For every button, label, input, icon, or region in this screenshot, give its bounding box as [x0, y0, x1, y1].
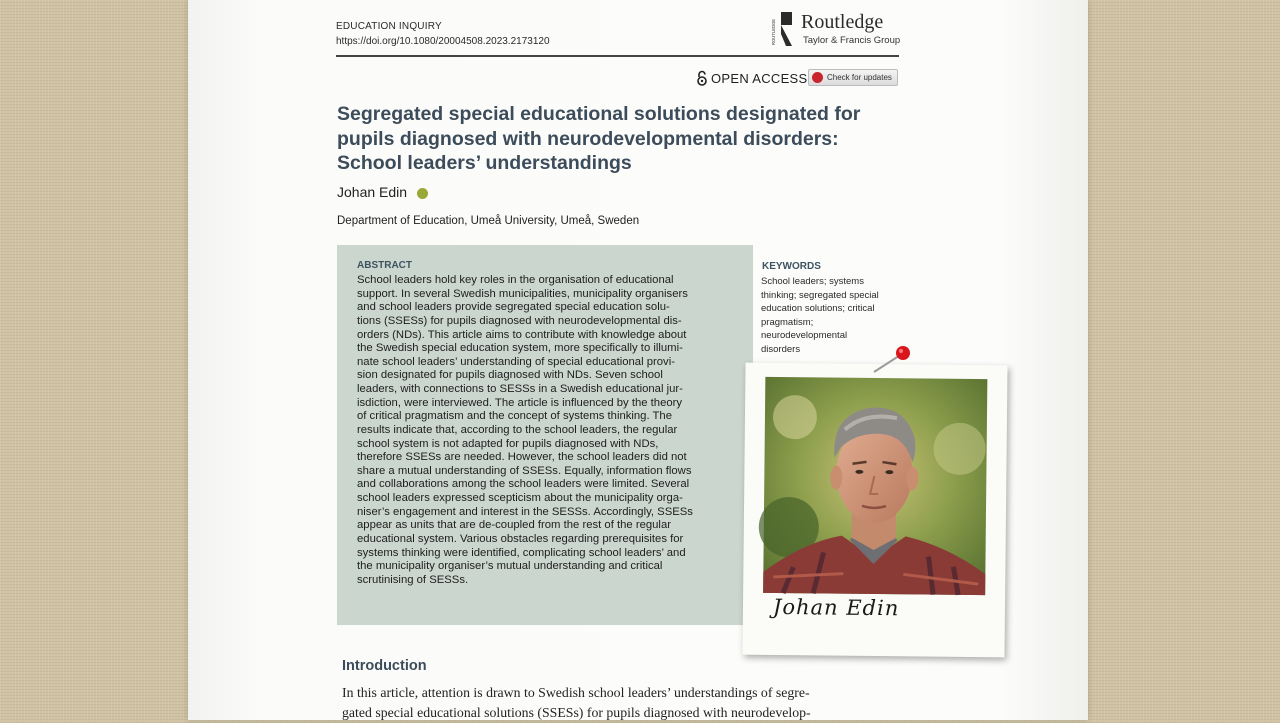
author-name[interactable]: Johan Edin [337, 184, 408, 200]
abstract-line: and collaborations among the school leaders were limited. Several [357, 478, 690, 491]
keywords-heading: KEYWORDS [762, 261, 821, 272]
author-portrait-image [763, 377, 987, 595]
abstract-line: nate school leaders’ understanding of special educational provi- [357, 355, 675, 368]
crossmark-icon [812, 72, 823, 83]
abstract-line: leaders, with connections to SESSs in a Swedish educational jur- [357, 383, 683, 395]
abstract-body [357, 274, 735, 587]
abstract-line: the Swedish special education system, more specifically to illumi- [357, 342, 683, 355]
keyword-line: disorders [761, 343, 801, 355]
abstract-line: niser’s engagement and interest in the SESSs. Accordingly, SSESs [357, 505, 693, 518]
keyword-line: pragmatism; [761, 316, 814, 328]
abstract-line: results indicate that, according to the school leaders, the regular [357, 423, 678, 436]
abstract-line: of critical pragmatism and the concept of systems thinking. The [357, 410, 672, 423]
keyword-line: neurodevelopmental [761, 330, 848, 341]
orcid-icon[interactable] [417, 188, 428, 199]
check-for-updates-label: Check for updates [827, 73, 892, 82]
abstract-line: appear as units that are de-coupled from the rest of the regular [357, 519, 671, 532]
routledge-logo-icon [772, 10, 794, 48]
abstract-line: and school leaders provide segregated special education solu- [357, 301, 670, 314]
abstract-line: support. In several Swedish municipalities, municipality organisers [357, 287, 688, 300]
keyword-line: thinking; segregated special [761, 289, 879, 301]
abstract-line: School leaders hold key roles in the organisation of educational [357, 274, 674, 286]
abstract-line: isdiction, were interviewed. The article is influenced by the theory [357, 396, 683, 409]
abstract-line: tions (SSESs) for pupils diagnosed with neurodevelopmental dis- [357, 314, 682, 327]
abstract-line: orders (NDs). This article aims to contribute with knowledge about [357, 328, 687, 341]
abstract-heading: ABSTRACT [357, 260, 412, 271]
logo-mark-text: ROUTLEDGE [771, 18, 776, 45]
signature: Johan Edin [772, 594, 900, 621]
check-for-updates-button[interactable] [808, 69, 898, 86]
abstract-line: scrutinising of SESSs. [357, 573, 469, 586]
abstract-line: share a mutual understanding of SSESs. Equally, information flows [357, 464, 692, 477]
title-line: pupils diagnosed with neurodevelopmental disorders: [337, 127, 839, 150]
abstract-line: school system is not adapted for pupils diagnosed with NDs, [357, 437, 659, 450]
header-divider [336, 55, 899, 57]
abstract-line: systems thinking were identified, complicating school leaders’ and [357, 546, 686, 559]
push-pin-icon [868, 344, 918, 378]
abstract-line: sion designated for pupils diagnosed with NDs. Seven school [357, 369, 663, 382]
intro-line: gated special educational solutions (SSESs) for pupils diagnosed with neurodevelop- [342, 705, 811, 720]
polaroid-photo [742, 363, 1007, 658]
abstract-line: the municipality organiser’s mutual understanding and critical [357, 560, 663, 573]
keyword-line: School leaders; systems [761, 276, 864, 287]
article-title [337, 102, 897, 176]
intro-line: In this article, attention is drawn to Swedish school leaders’ understandings of segre- [342, 685, 810, 700]
abstract-line: school leaders expressed scepticism about the municipality orga- [357, 492, 683, 504]
open-access-icon [696, 70, 708, 86]
author-affiliation: Department of Education, Umeå University, Umeå, Sweden [337, 215, 640, 227]
publisher-name: Routledge [801, 11, 884, 33]
journal-name: EDUCATION INQUIRY [336, 21, 442, 32]
keyword-line: education solutions; critical [761, 303, 875, 314]
doi-link[interactable]: https://doi.org/10.1080/20004508.2023.2173120 [336, 36, 550, 47]
introduction-heading: Introduction [342, 658, 427, 674]
open-access-label: OPEN ACCESS [711, 71, 808, 86]
title-line: Segregated special educational solutions designated for [337, 103, 861, 125]
publisher-group: Taylor & Francis Group [803, 35, 901, 46]
introduction-body [342, 683, 894, 723]
abstract-line: educational system. Various obstacles regarding prerequisites for [357, 532, 684, 545]
abstract-line: therefore SSESs are needed. However, the school leaders did not [357, 451, 687, 464]
title-line: School leaders’ understandings [337, 152, 632, 174]
